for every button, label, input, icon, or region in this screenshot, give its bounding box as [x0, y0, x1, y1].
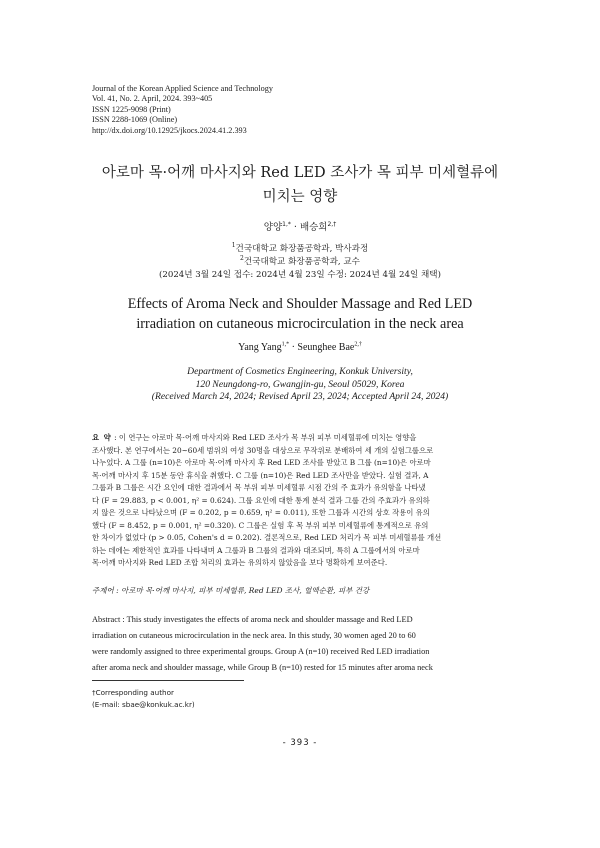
abstract-ko-line: 하는 데에는 제한적인 효과를 나타내며 A 그룹과 B 그룹의 결과와 대조되며, 특히 A 그룹에서의 아로마 — [92, 545, 420, 555]
journal-issn-online: ISSN 2288-1069 (Online) — [92, 115, 178, 125]
aff-2-ko-sup: 2 — [240, 255, 244, 263]
author-2-ko-sup: 2,† — [327, 220, 337, 228]
abstract-ko-line: 나누었다. A 그룹 (n=10)은 아로마 목·어깨 마사지 후 Red LED 조사를 받았고 B 그룹 (n=10)은 아로마 — [92, 458, 431, 467]
abstract-ko-line: : 이 연구는 아로마 목·어깨 마사지와 Red LED 조사가 목 부위 피부 미세혈류에 미치는 영향을 — [111, 433, 417, 442]
abstract-en-line: were randomly assigned to three experimental groups. Group A (n=10) received Red LED irradiation — [92, 647, 430, 656]
keywords-korean: 주제어 : 아로마 목·어깨 마사지, 피부 미세혈류, Red LED 조사, 혈액순환, 피부 건강 — [92, 586, 370, 595]
abstract-ko-line: 했다 (F = 8.452, p = 0.001, η² =0.320). C 그룹은 실험 후 목 부위 피부 미세혈류에 통계적으로 유의 — [92, 520, 429, 530]
title-english-line1: Effects of Aroma Neck and Shoulder Massage and Red LED — [127, 296, 473, 312]
abstract-ko-label: 요 약 — [92, 433, 112, 442]
title-korean — [0, 161, 600, 209]
author-1-en-sup: 1,* — [281, 341, 290, 348]
aff-en-line2: 120 Neungdong-ro, Gwangjin-gu, Seoul 05029, Korea — [195, 378, 405, 390]
journal-name: Journal of the Korean Applied Science and Technology — [92, 84, 273, 93]
affiliations-korean — [0, 243, 600, 282]
authors-korean — [0, 219, 600, 233]
abstract-english — [92, 612, 520, 676]
author-1-ko: 양양 — [263, 222, 283, 233]
abstract-ko-line: 조사했다. 본 연구에서는 20~60세 범위의 여성 30명을 대상으로 무작위로 분배하여 세 개의 실험그룹으로 — [92, 445, 434, 455]
author-2-ko: 배승희 — [299, 222, 328, 233]
abstract-ko-line: 지 않은 것으로 나타났으며 (F = 0.202, p = 0.659, η² = 0.011), 또한 그룹과 시간의 상호 작용이 유의 — [92, 508, 430, 517]
author-1-ko-sup: 1,* — [282, 220, 291, 228]
journal-info — [92, 84, 273, 136]
abstract-korean — [92, 432, 520, 570]
journal-volume: Vol. 41, No. 2. April, 2024. 393~405 — [92, 94, 213, 104]
abstract-ko-line: 그룹과 B 그룹은 시간 요인에 대한 결과에서 목 부위 피부 미세혈류 시점 간의 주 효과가 유의함을 나타냈 — [92, 483, 426, 492]
abstract-ko-line: 한 차이가 없었다 (p > 0.05, Cohen's d = 0.202). 결론적으로, Red LED 처리가 목 피부 미세혈류를 개선 — [92, 533, 442, 542]
aff-en-line1: Department of Cosmetics Engineering, Konkuk University, — [187, 366, 413, 377]
journal-doi: http://dx.doi.org/10.12925/jkocs.2024.41.2.393 — [92, 125, 247, 135]
footnote-email: (E-mail: sbae@konkuk.ac.kr) — [92, 700, 195, 709]
aff-1-ko-sup: 1 — [231, 242, 236, 250]
abstract-ko-line: 다 (F = 29.883, p < 0.001, η² = 0.624). 그룹 요인에 대한 통계 분석 결과 그룹 간의 주효과가 유의하 — [92, 495, 430, 505]
aff-en-dates: (Received March 24, 2024; Revised April 23, 2024; Accepted April 24, 2024) — [151, 391, 449, 402]
author-sep-ko: · — [290, 222, 300, 233]
affiliations-english — [0, 366, 600, 404]
authors-english — [0, 342, 600, 353]
title-english-line2: irradiation on cutaneous microcirculation in the neck area — [136, 316, 464, 332]
abstract-en-line: after aroma neck and shoulder massage, while Group B (n=10) rested for 15 minutes after aroma neck — [92, 663, 433, 672]
abstract-en-label: Abstract — [92, 615, 121, 624]
title-korean-line2: 미치는 영향 — [262, 189, 338, 205]
author-1-en: Yang Yang — [238, 342, 282, 353]
journal-issn-print: ISSN 1225-9098 (Print) — [92, 104, 171, 114]
aff-1-ko: 건국대학교 화장품공학과, 박사과정 — [235, 244, 369, 254]
footnote — [92, 687, 195, 711]
footnote-corresponding: †Corresponding author — [92, 688, 174, 697]
aff-2-ko: 건국대학교 화장품공학과, 교수 — [243, 257, 360, 267]
abstract-ko-line: 목·어깨 마사지와 Red LED 조합 처리의 효과는 유의하지 않았음을 보다 명확하게 보여준다. — [92, 558, 388, 567]
author-2-en: Seunghee Bae — [297, 342, 355, 353]
dates-ko: (2024년 3월 24일 접수: 2024년 4월 23일 수정: 2024년 4월 24일 채택) — [159, 270, 441, 280]
abstract-en-line: : This study investigates the effects of aroma neck and shoulder massage and Red LED — [120, 615, 413, 624]
page-number: - 393 - — [282, 738, 318, 748]
abstract-ko-line: 목·어깨 마사지 후 15분 동안 휴식을 취했다. C 그룹 (n=10)은 Red LED 조사만을 받았다. 실험 결과, A — [92, 470, 429, 480]
author-2-en-sup: 2,† — [354, 341, 362, 348]
abstract-en-line: irradiation on cutaneous microcirculation in the neck area. In this study, 30 women aged 20 to 60 — [92, 631, 416, 640]
title-korean-line1: 아로마 목·어깨 마사지와 Red LED 조사가 목 피부 미세혈류에 — [101, 165, 499, 181]
title-english — [0, 294, 600, 334]
author-sep-en: · — [289, 342, 298, 353]
footnote-divider — [92, 680, 244, 681]
